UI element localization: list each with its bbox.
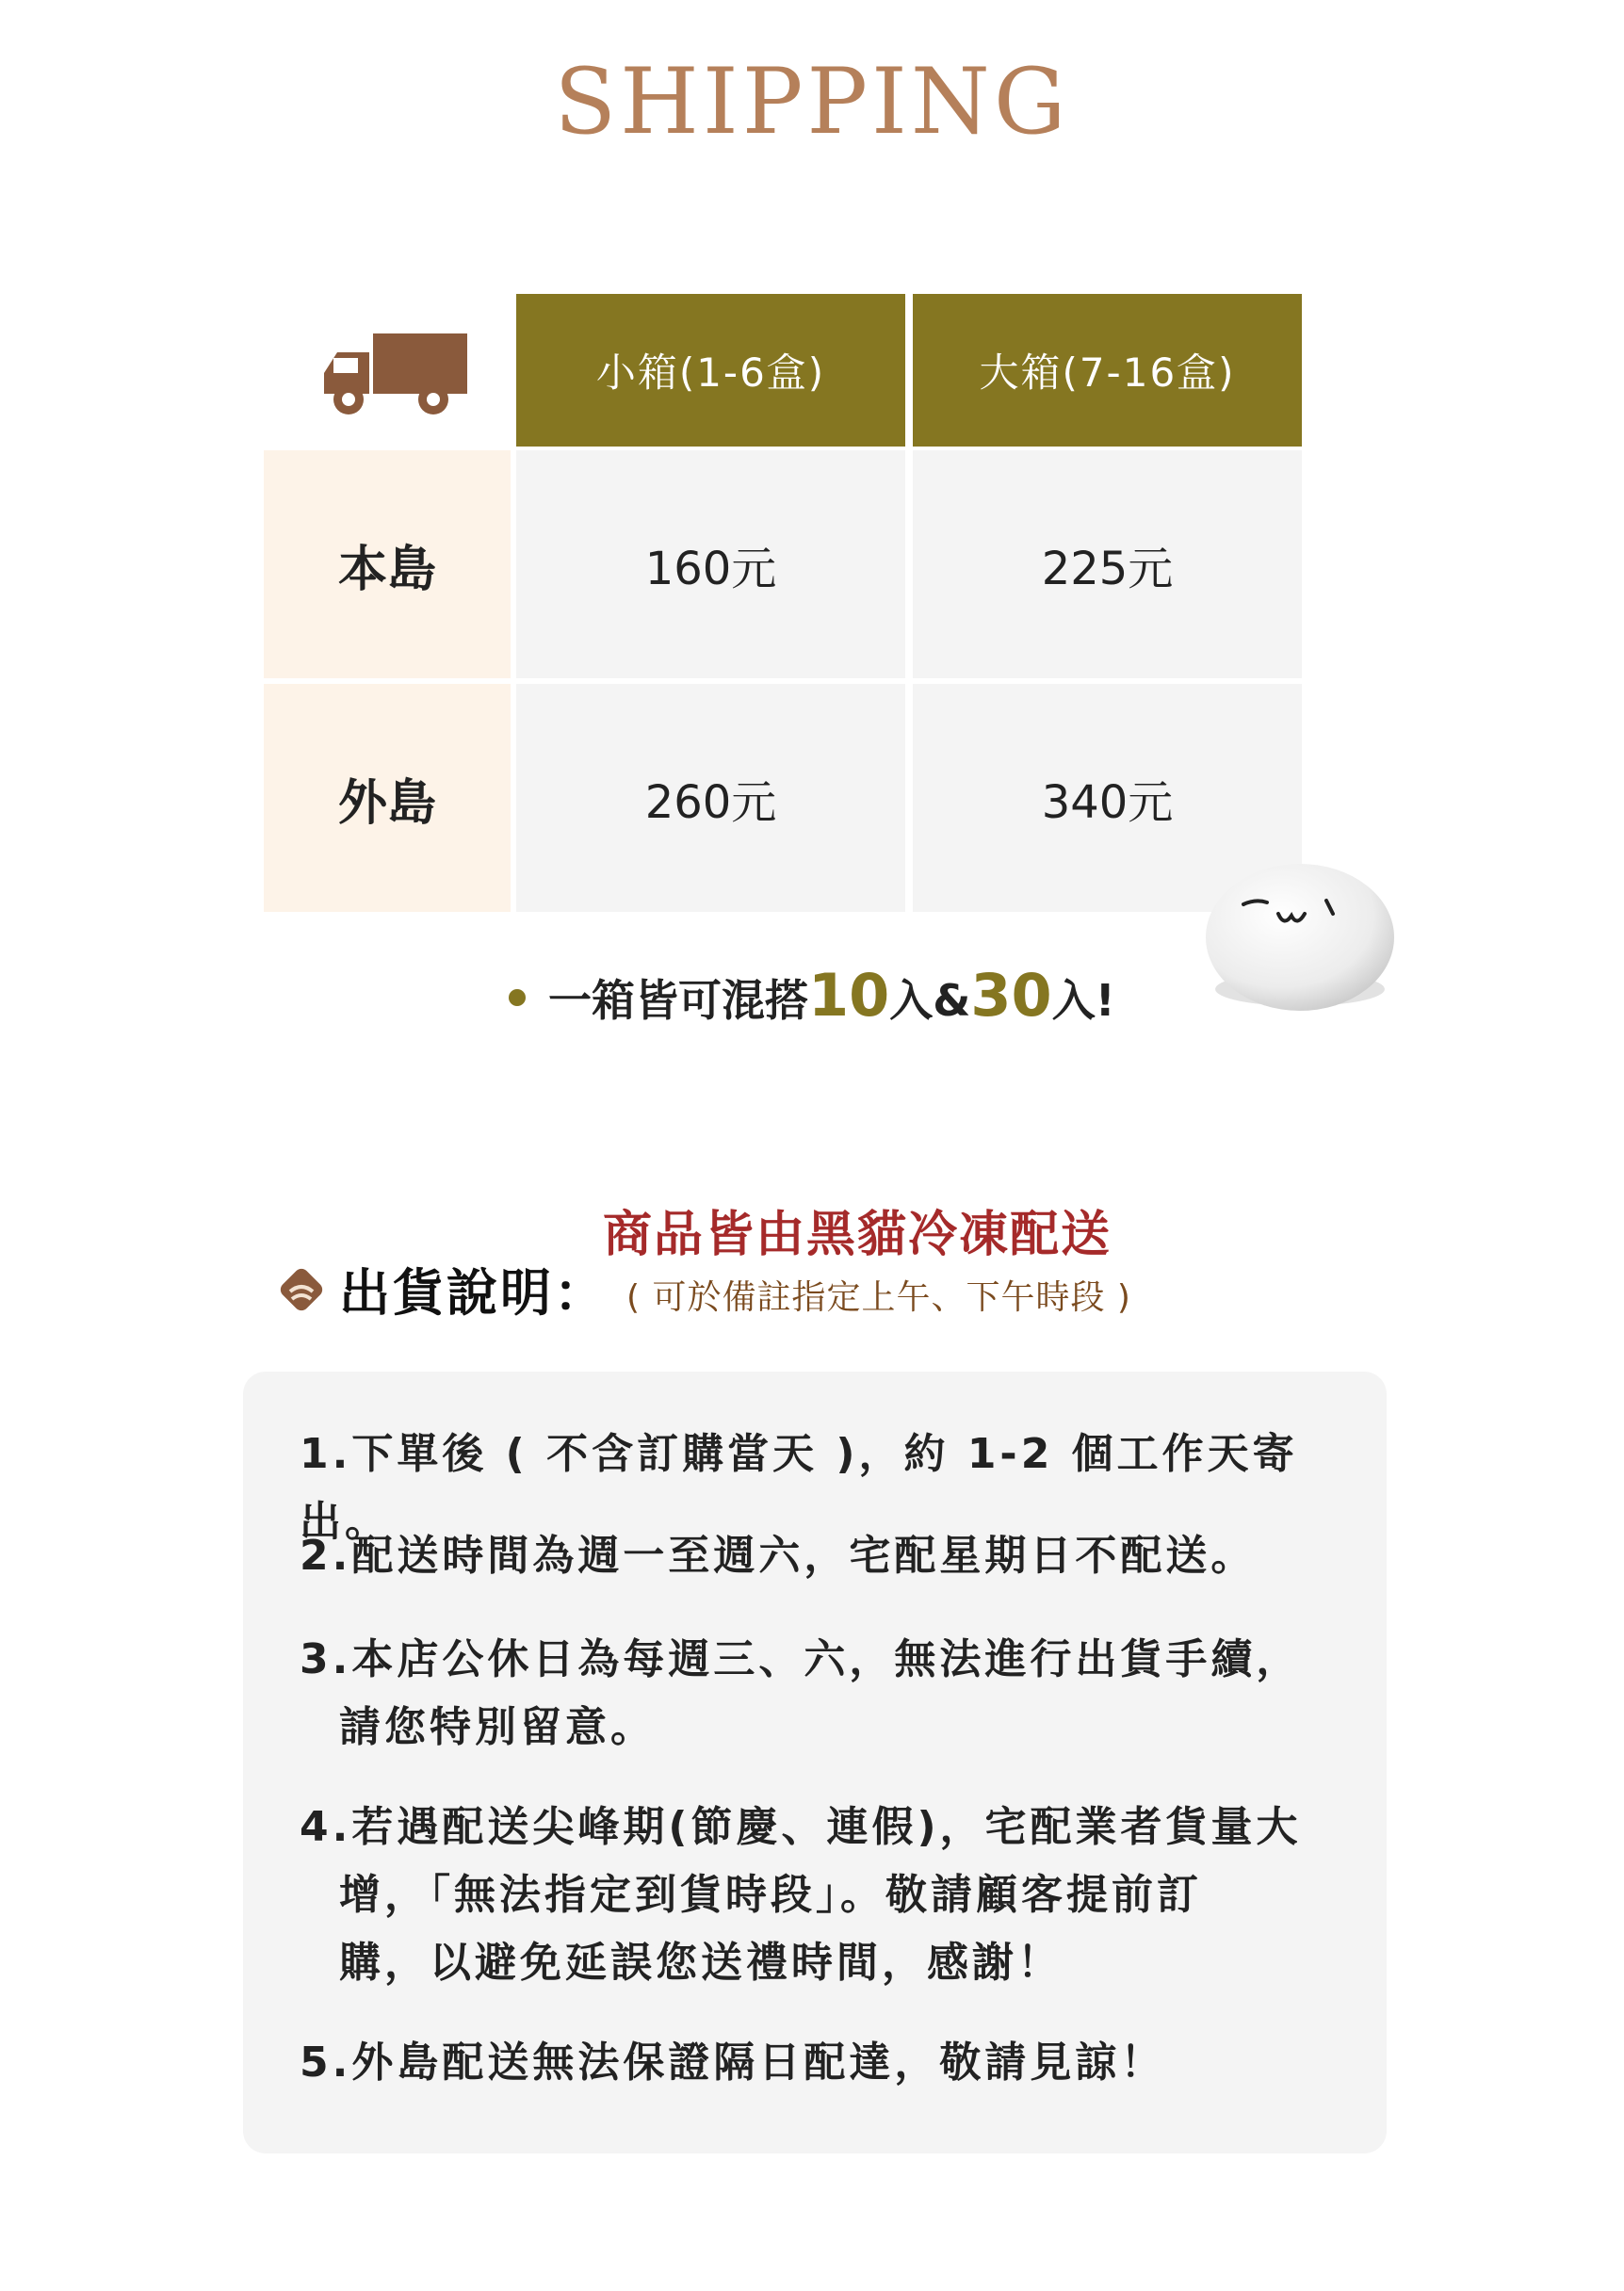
- mix-note-count-10: 10: [808, 961, 890, 1030]
- list-item-text-continued: 增，「無法指定到貨時段」。敬請顧客提前訂: [339, 1871, 1202, 1919]
- list-item: [300, 1794, 1355, 1997]
- list-item-text: 3.本店公休日為每週三、六，無法進行出貨手續，: [300, 1635, 1302, 1683]
- price-cell: 160元: [516, 450, 905, 678]
- list-item-text-continued: 購，以避免延誤您送禮時間，感謝！: [339, 1939, 1063, 1987]
- mix-note-count-30: 30: [970, 961, 1052, 1030]
- price-cell: 225元: [913, 450, 1302, 678]
- mascot-bun-illustration: [1201, 848, 1399, 1017]
- row-label-main-island: 本島: [264, 450, 511, 678]
- list-item: [300, 1522, 1355, 1590]
- mix-note-suffix: 入!: [1051, 975, 1115, 1026]
- shipping-subtitle: ( 可於備註指定上午、下午時段 ): [626, 1278, 1131, 1317]
- shipping-heading: [273, 1253, 1131, 1325]
- truck-icon: [320, 332, 471, 416]
- list-item-text: 4.若遇配送尖峰期(節慶、連假)，宅配業者貨量大: [300, 1803, 1302, 1851]
- column-header-small-box: 小箱(1-6盒): [516, 294, 905, 447]
- mix-note-prefix: 一箱皆可混搭: [548, 975, 808, 1026]
- price-cell: 260元: [516, 684, 905, 912]
- mix-note-mid: 入&: [889, 975, 971, 1026]
- bullet-dot-icon: [509, 989, 526, 1006]
- row-label-outer-island: 外島: [264, 684, 511, 912]
- list-item: [300, 1626, 1355, 1762]
- mix-note: [509, 961, 1115, 1030]
- column-header-large-box: 大箱(7-16盒): [913, 294, 1302, 447]
- list-item-text: 1.下單後 ( 不含訂購當天 )，約 1-2 個工作天寄出。: [300, 1430, 1298, 1546]
- price-cell: 340元: [913, 684, 1302, 912]
- list-item-text: 2.配送時間為週一至週六，宅配星期日不配送。: [300, 1532, 1257, 1580]
- delivery-note: 商品皆由黑貓冷凍配送: [603, 1207, 1112, 1263]
- shipping-title: 出貨說明：: [339, 1263, 608, 1323]
- list-item-text-continued: 請您特別留意。: [339, 1703, 656, 1751]
- list-item-text: 5.外島配送無法保證隔日配達，敬請見諒！: [300, 2039, 1166, 2087]
- list-item: [300, 2029, 1355, 2097]
- rounded-diamond-icon: [273, 1261, 330, 1318]
- page-title: SHIPPING: [554, 49, 1070, 154]
